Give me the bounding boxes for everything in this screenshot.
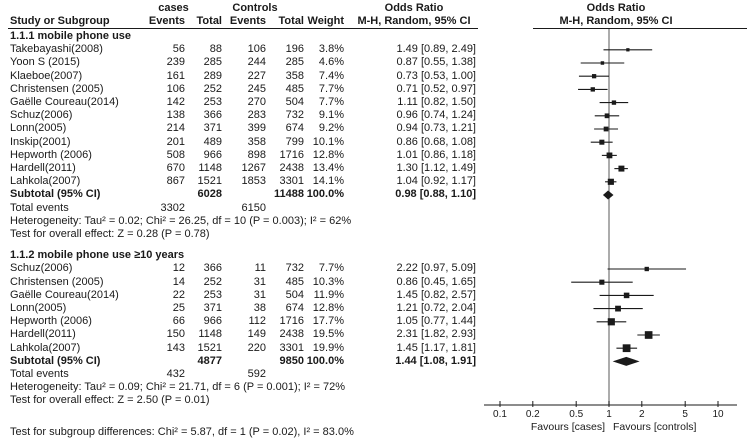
control-events-value: 1853 — [241, 175, 266, 188]
subtotal-weight: 100.0% — [306, 188, 344, 201]
control-total-value: 3301 — [279, 341, 304, 354]
cases-total-value: 253 — [203, 288, 222, 301]
study-label: Hardell(2011) — [10, 162, 76, 174]
control-events-value: 106 — [247, 43, 266, 56]
subgroup-title: 1.1.2 mobile phone use ≥10 years — [10, 249, 185, 262]
point-estimate-square — [615, 306, 621, 312]
cases-total-value: 253 — [203, 96, 222, 108]
subtotal-control-total: 11488 — [274, 188, 304, 201]
control-total-value: 674 — [285, 302, 304, 314]
control-total-value: 2438 — [279, 328, 304, 341]
odds-ratio-ci-value: 0.86 [0.68, 1.08] — [396, 135, 476, 148]
control-total-value: 674 — [285, 122, 304, 135]
point-estimate-square — [623, 344, 631, 352]
weight-value: 14.1% — [312, 175, 344, 188]
cases-total-value: 366 — [203, 262, 222, 275]
study-label: Christensen (2005) — [10, 82, 104, 95]
control-total-col-header: Total — [278, 15, 304, 27]
cases-events-value: 25 — [172, 302, 185, 314]
weight-value: 12.8% — [312, 302, 344, 314]
control-total-value: 799 — [285, 135, 304, 148]
control-total-value: 485 — [285, 82, 304, 95]
cases-events-value: 14 — [172, 275, 185, 288]
cases-group-header: cases — [158, 2, 189, 14]
subtotal-diamond — [603, 191, 614, 200]
cases-total-value: 1521 — [197, 175, 222, 188]
point-estimate-square — [645, 331, 653, 339]
study-label: Schuz(2006) — [10, 262, 73, 275]
study-col-header: Study or Subgroup — [10, 15, 110, 27]
study-label: Hepworth (2006) — [10, 315, 92, 328]
control-total-value: 504 — [285, 96, 304, 108]
point-estimate-square — [645, 267, 649, 271]
cases-events-value: 201 — [166, 135, 185, 148]
study-label: Christensen (2005) — [10, 275, 104, 288]
odds-ratio-ci-value: 1.45 [1.17, 1.81] — [396, 341, 476, 354]
heterogeneity-stat: Heterogeneity: Tau² = 0.09; Chi² = 21.71, df = 6 (P = 0.001); I² = 72% — [10, 381, 345, 394]
point-estimate-square — [626, 48, 629, 51]
control-events-value: 31 — [253, 275, 266, 288]
cases-total-value: 1521 — [197, 341, 222, 354]
cases-events-value: 239 — [166, 56, 185, 69]
cases-total-value: 966 — [203, 315, 222, 328]
control-events-value: 399 — [247, 122, 266, 135]
weight-value: 7.7% — [318, 96, 344, 108]
control-events-value: 149 — [247, 328, 266, 341]
study-label: Gaëlle Coureau(2014) — [10, 96, 119, 108]
odds-ratio-ci-value: 0.71 [0.52, 0.97] — [396, 82, 476, 95]
cases-events-value: 867 — [166, 175, 185, 188]
study-label: Hepworth (2006) — [10, 148, 92, 161]
control-events-value: 1267 — [241, 162, 266, 174]
cases-total-value: 1148 — [198, 328, 222, 341]
point-estimate-square — [608, 318, 615, 325]
weight-value: 10.3% — [312, 275, 344, 288]
study-label: Hardell(2011) — [10, 328, 76, 341]
odds-ratio-ci-value: 1.45 [0.82, 2.57] — [396, 288, 476, 301]
total-events-label: Total events — [10, 368, 69, 380]
control-total-value: 504 — [285, 288, 304, 301]
x-axis-tick-label: 0.1 — [493, 409, 507, 420]
point-estimate-square — [612, 100, 616, 104]
cases-events-value: 22 — [172, 288, 185, 301]
subtotal-weight: 100.0% — [306, 354, 344, 367]
control-total-value: 732 — [285, 109, 304, 122]
point-estimate-square — [608, 179, 614, 185]
cases-events-value: 150 — [166, 328, 185, 341]
overall-effect-stat: Test for overall effect: Z = 0.28 (P = 0.78) — [10, 228, 210, 240]
odds-ratio-plot-title: Odds Ratio — [586, 2, 646, 14]
subtotal-diamond — [613, 357, 640, 366]
control-events-value: 245 — [247, 82, 266, 95]
subgroup-difference-note: Test for subgroup differences: Chi² = 5.87, df = 1 (P = 0.02), I² = 83.0% — [10, 426, 354, 438]
control-events-value: 283 — [247, 109, 266, 122]
control-events-value: 220 — [247, 341, 266, 354]
subtotal-cases-total: 6028 — [197, 188, 222, 201]
cases-events-value: 138 — [166, 109, 185, 122]
control-total-value: 732 — [285, 262, 304, 275]
cases-total-col-header: Total — [196, 15, 222, 27]
or-method-col-header: M-H, Random, 95% CI — [357, 15, 471, 27]
odds-ratio-ci-value: 2.22 [0.97, 5.09] — [396, 262, 476, 275]
point-estimate-square — [607, 153, 613, 159]
odds-ratio-ci-value: 1.49 [0.89, 2.49] — [396, 43, 476, 56]
cases-total-value: 289 — [203, 69, 222, 82]
x-axis-tick-label: 5 — [682, 409, 688, 420]
odds-ratio-ci-value: 1.05 [0.77, 1.44] — [396, 315, 476, 328]
subtotal-control-total: 9850 — [279, 354, 304, 367]
favours-controls-label: Favours [controls] — [613, 421, 697, 433]
point-estimate-square — [591, 87, 595, 91]
favours-cases-label: Favours [cases] — [530, 421, 605, 433]
study-label: Yoon S (2015) — [10, 56, 80, 69]
cases-total-value: 1148 — [198, 162, 222, 174]
weight-value: 4.6% — [318, 56, 344, 69]
cases-events-value: 161 — [166, 69, 185, 82]
cases-events-value: 106 — [166, 82, 185, 95]
weight-value: 19.5% — [312, 328, 344, 341]
cases-total-value: 371 — [203, 122, 222, 135]
total-events-controls: 6150 — [241, 201, 266, 214]
cases-events-value: 214 — [166, 122, 185, 135]
cases-total-value: 966 — [203, 148, 222, 161]
study-label: Takebayashi(2008) — [10, 43, 103, 56]
subtotal-label: Subtotal (95% CI) — [10, 188, 101, 201]
control-events-value: 898 — [247, 148, 266, 161]
control-total-value: 2438 — [279, 162, 304, 174]
total-events-label: Total events — [10, 201, 69, 214]
control-events-value: 244 — [247, 56, 266, 69]
weight-value: 7.7% — [318, 262, 344, 275]
control-total-value: 196 — [285, 43, 304, 56]
control-events-value: 227 — [247, 69, 266, 82]
odds-ratio-ci-value: 1.30 [1.12, 1.49] — [396, 162, 476, 174]
subtotal-label: Subtotal (95% CI) — [10, 354, 101, 367]
x-axis-tick-label: 0.5 — [569, 409, 584, 420]
study-label: Lahkola(2007) — [10, 175, 81, 188]
study-label: Lonn(2005) — [10, 122, 67, 135]
total-events-cases: 3302 — [160, 201, 185, 214]
odds-ratio-ci-value: 0.86 [0.45, 1.65] — [396, 275, 476, 288]
point-estimate-square — [599, 140, 604, 145]
total-events-cases: 432 — [166, 368, 185, 380]
cases-events-value: 12 — [172, 262, 185, 275]
odds-ratio-ci-value: 0.73 [0.53, 1.00] — [396, 69, 476, 82]
odds-ratio-ci-value: 0.87 [0.55, 1.38] — [396, 56, 476, 69]
weight-value: 19.9% — [312, 341, 344, 354]
subgroup-title: 1.1.1 mobile phone use — [10, 30, 132, 42]
point-estimate-square — [601, 61, 604, 64]
weight-value: 13.4% — [312, 162, 344, 174]
study-label: Gaëlle Coureau(2014) — [10, 288, 119, 301]
heterogeneity-stat: Heterogeneity: Tau² = 0.02; Chi² = 26.25, df = 10 (P = 0.003); I² = 62% — [10, 214, 352, 227]
overall-effect-stat: Test for overall effect: Z = 2.50 (P = 0.01) — [10, 394, 210, 407]
point-estimate-square — [618, 166, 624, 172]
odds-ratio-ci-value: 1.21 [0.72, 2.04] — [396, 302, 476, 314]
total-events-controls: 592 — [247, 368, 266, 380]
study-label: Lahkola(2007) — [10, 341, 81, 354]
cases-total-value: 252 — [203, 275, 222, 288]
odds-ratio-ci-value: 1.11 [0.82, 1.50] — [397, 96, 476, 108]
weight-value: 12.8% — [312, 148, 344, 161]
control-total-value: 358 — [285, 69, 304, 82]
weight-value: 9.2% — [318, 122, 344, 135]
point-estimate-square — [604, 127, 609, 132]
cases-events-value: 508 — [166, 148, 185, 161]
subtotal-odds-ratio-ci: 1.44 [1.08, 1.91] — [395, 354, 476, 367]
point-estimate-square — [624, 293, 630, 299]
cases-total-value: 252 — [203, 82, 222, 95]
weight-value: 9.1% — [318, 109, 344, 122]
study-label: Lonn(2005) — [10, 302, 67, 314]
cases-events-col-header: Events — [148, 15, 185, 27]
point-estimate-square — [605, 113, 610, 118]
x-axis-tick-label: 2 — [639, 409, 645, 420]
control-total-value: 285 — [285, 56, 304, 69]
x-axis-tick-label: 0.2 — [525, 409, 540, 420]
x-axis-tick-label: 10 — [712, 409, 724, 420]
cases-total-value: 285 — [203, 56, 222, 69]
odds-ratio-col-title: Odds Ratio — [384, 2, 444, 14]
cases-events-value: 142 — [166, 96, 185, 108]
cases-total-value: 489 — [203, 135, 222, 148]
subtotal-odds-ratio-ci: 0.98 [0.88, 1.10] — [395, 188, 476, 201]
control-events-value: 270 — [247, 96, 266, 108]
cases-events-value: 670 — [166, 162, 185, 174]
weight-value: 7.7% — [318, 82, 344, 95]
weight-value: 11.9% — [313, 288, 344, 301]
point-estimate-square — [592, 74, 596, 78]
control-total-value: 485 — [285, 275, 304, 288]
study-label: Inskip(2001) — [10, 135, 71, 148]
odds-ratio-ci-value: 1.01 [0.86, 1.18] — [396, 148, 476, 161]
point-estimate-square — [599, 280, 604, 285]
control-total-value: 1716 — [279, 315, 304, 328]
weight-value: 3.8% — [318, 43, 344, 56]
odds-ratio-ci-value: 1.04 [0.92, 1.17] — [396, 175, 476, 188]
control-events-col-header: Events — [229, 15, 266, 27]
cases-events-value: 56 — [172, 43, 185, 56]
weight-value: 10.1% — [312, 135, 344, 148]
study-label: Klaeboe(2007) — [10, 69, 83, 82]
weight-value: 7.4% — [318, 69, 344, 82]
cases-total-value: 88 — [209, 43, 222, 56]
x-axis-tick-label: 1 — [606, 409, 612, 420]
odds-ratio-ci-value: 2.31 [1.82, 2.93] — [396, 328, 476, 341]
control-events-value: 11 — [254, 262, 266, 275]
odds-ratio-ci-value: 0.94 [0.73, 1.21] — [396, 122, 476, 135]
cases-events-value: 66 — [172, 315, 185, 328]
control-events-value: 112 — [248, 315, 266, 328]
study-label: Schuz(2006) — [10, 109, 73, 122]
cases-events-value: 143 — [166, 341, 185, 354]
control-events-value: 31 — [253, 288, 266, 301]
subtotal-cases-total: 4877 — [197, 354, 222, 367]
control-events-value: 358 — [247, 135, 266, 148]
cases-total-value: 371 — [203, 302, 222, 314]
odds-ratio-ci-value: 0.96 [0.74, 1.24] — [396, 109, 476, 122]
control-events-value: 38 — [253, 302, 266, 314]
weight-col-header: Weight — [307, 15, 344, 27]
control-total-value: 1716 — [279, 148, 304, 161]
cases-total-value: 366 — [203, 109, 222, 122]
weight-value: 17.7% — [312, 315, 344, 328]
controls-group-header: Controls — [232, 2, 278, 14]
or-method-plot-header: M-H, Random, 95% CI — [559, 15, 673, 27]
control-total-value: 3301 — [279, 175, 304, 188]
